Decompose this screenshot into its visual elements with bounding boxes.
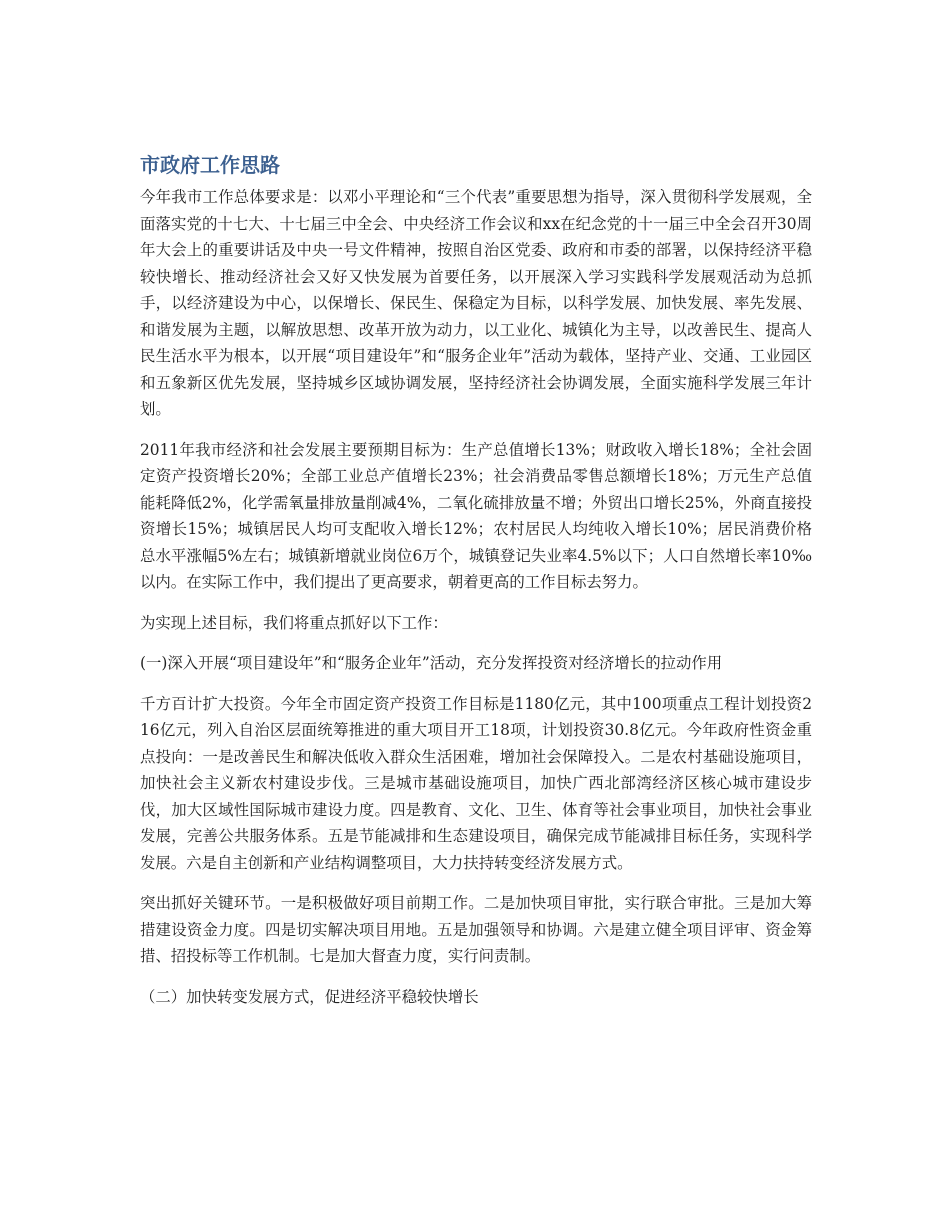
paragraph-key-links: 突出抓好关键环节。一是积极做好项目前期工作。二是加快项目审批，实行联合审批。三是加大筹措建设资金力度。四是切实解决项目用地。五是加强领导和协调。六是建立健全项目评审、资金筹措、招投标等工作机制。七是加大督查力度，实行问责制。 [140, 894, 812, 965]
paragraph-intro-tasks: 为实现上述目标，我们将重点抓好以下工作： [140, 613, 448, 632]
paragraph-expand-investment: 千方百计扩大投资。今年全市固定资产投资工作目标是1180亿元，其中100项重点工程计划投资216亿元，列入自治区层面统筹推进的重大项目开工18项，计划投资30.8亿元。今年政府性资金重点投向：一是改善民生和解决低收入群众生活困难，增加社会保障投入。二是农村基础设施项目，加快社会主义新农村建设步伐。三是城市基础设施项目，加快广西北部湾经济区核心城市建设步伐，加大区域性国际城市建设力度。四是教育、文化、卫生、体育等社会事业项目，加快社会事业发展，完善公共服务体系。五是节能减排和生态建设项目，确保完成节能减排目标任务，实现科学发展。六是自主创新和产业结构调整项目，大力扶持转变经济发展方式。 [140, 694, 812, 872]
document-body [140, 150, 812, 1024]
document-title: 市政府工作思路 [140, 153, 280, 177]
section-heading-2: （二）加快转变发展方式，促进经济平稳较快增长 [140, 987, 479, 1006]
paragraph-general-requirements: 今年我市工作总体要求是：以邓小平理论和“三个代表”重要思想为指导，深入贯彻科学发展观，全面落实党的十七大、十七届三中全会、中央经济工作会议和xx在纪念党的十一届三中全会召开30周年大会上的重要讲话及中央一号文件精神，按照自治区党委、政府和市委的部署，以保持经济平稳较快增长、推动经济社会又好又快发展为首要任务，以开展深入学习实践科学发展观活动为总抓手，以经济建设为中心，以保增长、保民生、保稳定为目标，以科学发展、加快发展、率先发展、和谐发展为主题，以解放思想、改革开放为动力，以工业化、城镇化为主导，以改善民生、提高人民生活水平为根本，以开展“项目建设年”和“服务企业年”活动为载体，坚持产业、交通、工业园区和五象新区优先发展，坚持城乡区域协调发展，坚持经济社会协调发展，全面实施科学发展三年计划。 [140, 188, 812, 418]
section-heading-1: (一)深入开展“项目建设年”和“服务企业年”活动，充分发挥投资对经济增长的拉动作用 [140, 654, 723, 672]
paragraph-2011-targets: 2011年我市经济和社会发展主要预期目标为：生产总值增长13%；财政收入增长18%；全社会固定资产投资增长20%；全部工业总产值增长23%；社会消费品零售总额增长18%；万元生产总值能耗降低2%，化学需氧量排放量削减4%，二氧化硫排放量不增；外贸出口增长25%，外商直接投资增长15%；城镇居民人均可支配收入增长12%；农村居民人均纯收入增长10%；居民消费价格总水平涨幅5%左右；城镇新增就业岗位6万个，城镇登记失业率4.5%以下；人口自然增长率10‰以内。在实际工作中，我们提出了更高要求，朝着更高的工作目标去努力。 [140, 440, 812, 591]
